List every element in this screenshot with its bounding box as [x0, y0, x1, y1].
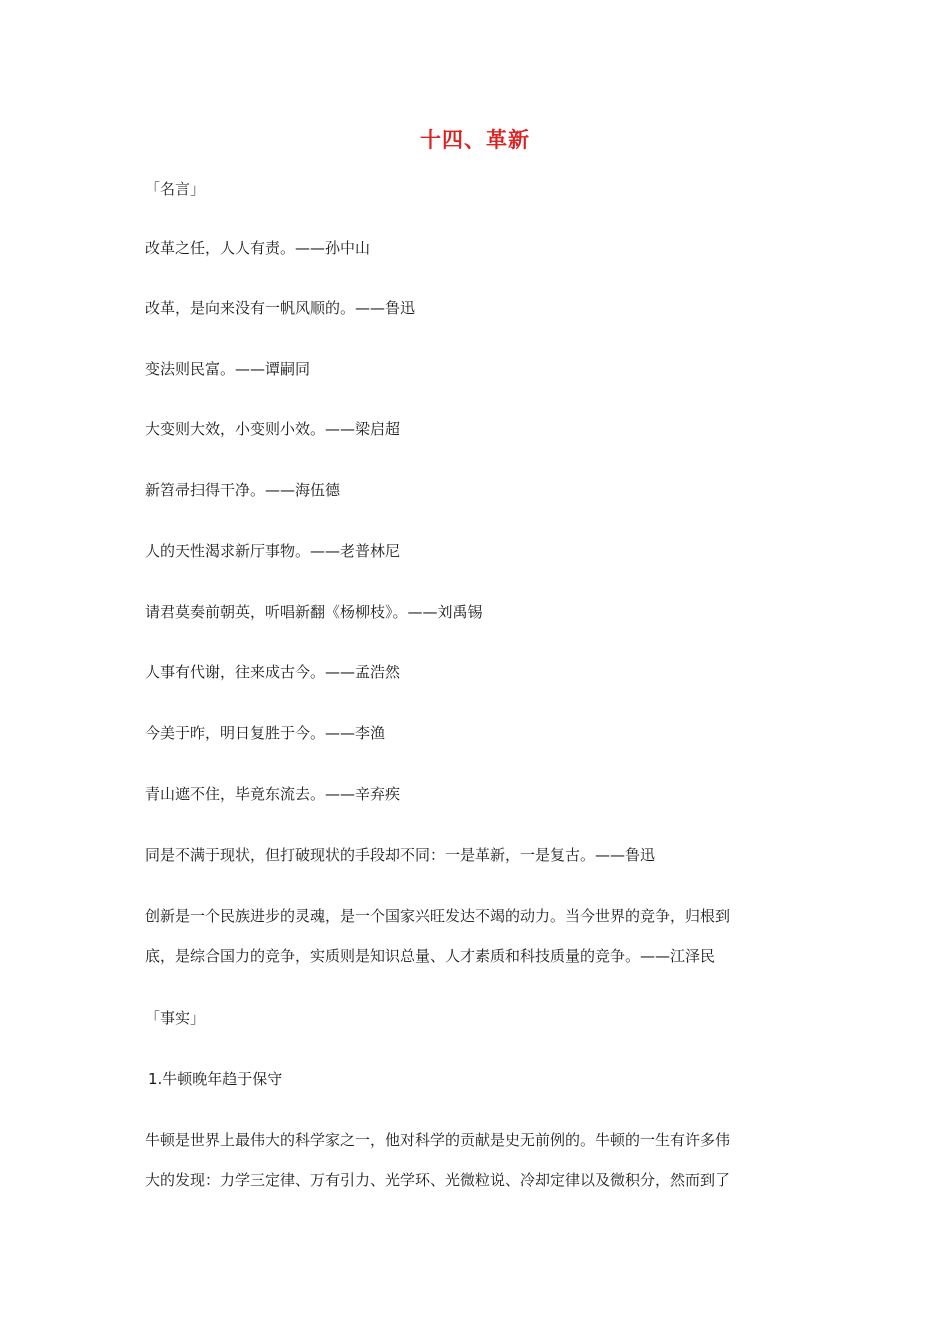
fact-heading: 1.牛顿晚年趋于保守: [148, 1070, 283, 1088]
fact-paragraph-line-1: 牛顿是世界上最伟大的科学家之一，他对科学的贡献是史无前例的。牛顿的一生有许多伟: [145, 1131, 731, 1149]
page-title: 十四、革新: [420, 127, 530, 152]
facts-section-heading: 「事实」: [145, 1009, 206, 1027]
quote-line: 同是不满于现状，但打破现状的手段却不同：一是革新，一是复古。——鲁迅: [145, 846, 656, 864]
quote-line: 青山遮不住，毕竟东流去。——辛弃疾: [145, 785, 401, 803]
quote-line: 新笤帚扫得干净。——海伍德: [145, 481, 341, 499]
quote-line: 大变则大效，小变则小效。——梁启超: [145, 420, 401, 438]
long-quote-line-1: 创新是一个民族进步的灵魂，是一个国家兴旺发达不竭的动力。当今世界的竞争，归根到: [145, 907, 731, 925]
quote-line: 改革之任，人人有责。——孙中山: [145, 239, 371, 257]
quote-line: 变法则民富。——谭嗣同: [145, 360, 311, 378]
long-quote-line-2: 底，是综合国力的竞争，实质则是知识总量、人才素质和科技质量的竞争。——江泽民: [145, 947, 716, 965]
fact-paragraph-line-2: 大的发现：力学三定律、万有引力、光学环、光微粒说、冷却定律以及微积分，然而到了: [145, 1171, 731, 1189]
quote-line: 请君莫奏前朝英，听唱新翻《杨柳枝》。——刘禹锡: [145, 603, 483, 621]
quotes-section-heading: 「名言」: [145, 180, 206, 198]
quote-line: 人事有代谢，往来成古今。——孟浩然: [145, 663, 401, 681]
quote-line: 今美于昨，明日复胜于今。——李渔: [145, 724, 386, 742]
quote-line: 改革，是向来没有一帆风顺的。——鲁迅: [145, 299, 416, 317]
quote-line: 人的天性渴求新厅事物。——老普林尼: [145, 542, 401, 560]
